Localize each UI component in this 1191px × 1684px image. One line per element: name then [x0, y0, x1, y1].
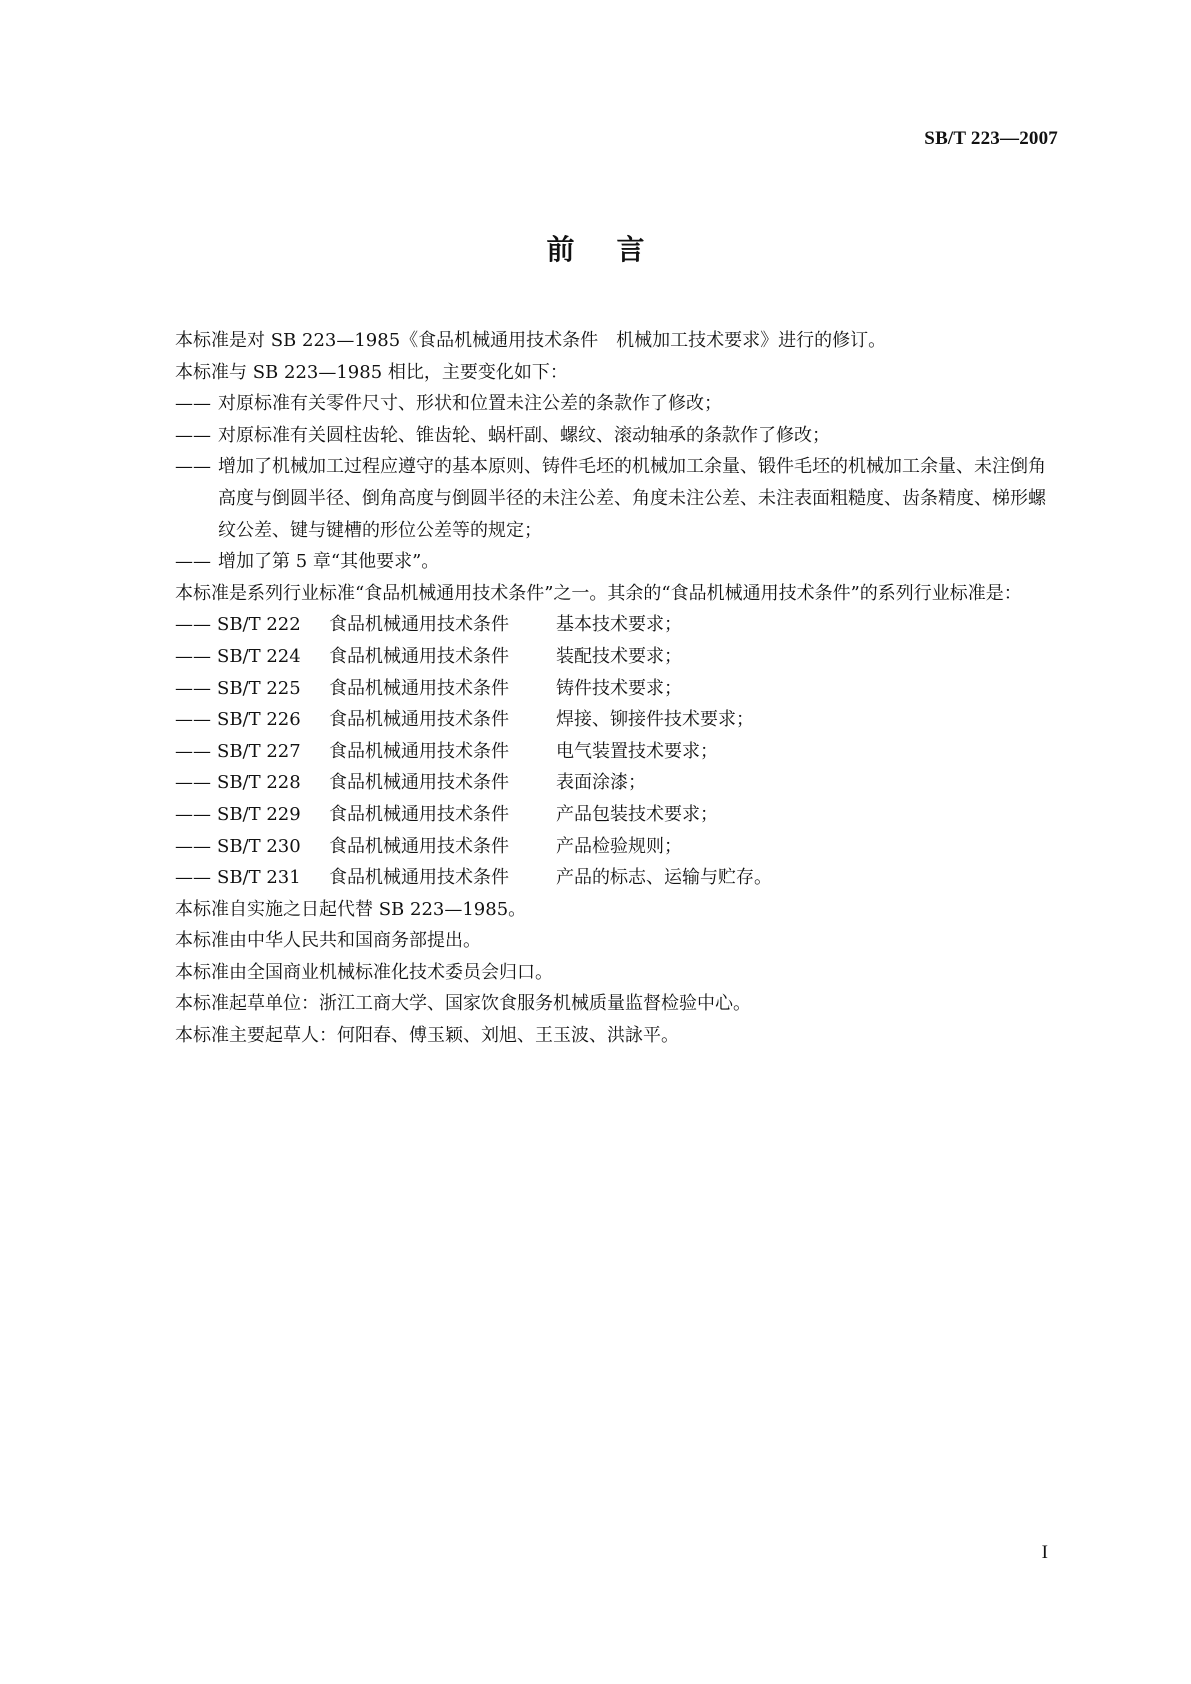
change-item	[133, 420, 1058, 452]
page-number: I	[1041, 1542, 1048, 1563]
related-standard-item	[133, 862, 1058, 894]
series-title: 食品机械通用技术条件	[329, 835, 509, 857]
series-title: 食品机械通用技术条件	[329, 803, 509, 825]
standard-code: SB/T 228	[217, 772, 301, 794]
paragraph-drafters: 本标准主要起草人：何阳春、傅玉颖、刘旭、王玉波、洪詠平。	[175, 1025, 679, 1047]
series-title: 食品机械通用技术条件	[329, 709, 509, 731]
related-standard-item	[133, 641, 1058, 673]
change-item	[133, 451, 1058, 546]
standard-topic: 装配技术要求；	[556, 645, 682, 667]
related-standards-list	[133, 609, 1058, 893]
standard-code: SB/T 230	[217, 835, 301, 857]
standard-code: SB/T 222	[217, 614, 301, 636]
dash-mark: ——	[175, 772, 211, 794]
series-title: 食品机械通用技术条件	[329, 614, 509, 636]
foreword-body	[133, 325, 1058, 1052]
related-standard-item	[133, 609, 1058, 641]
related-standard-item	[133, 704, 1058, 736]
change-text: 增加了机械加工过程应遵守的基本原则、铸件毛坯的机械加工余量、锻件毛坯的机械加工余量、未注倒角高度与倒圆半径、倒角高度与倒圆半径的未注公差、角度未注公差、未注表面粗糙度、齿条精度、梯形螺纹公差、键与键槽的形位公差等的规定；	[218, 456, 1046, 541]
dash-mark: ——	[175, 803, 211, 825]
paragraph-series-intro: 本标准是系列行业标准“食品机械通用技术条件”之一。其余的“食品机械通用技术条件”的系列行业标准是：	[175, 582, 1022, 604]
standard-topic: 焊接、铆接件技术要求；	[556, 709, 754, 731]
series-title: 食品机械通用技术条件	[329, 772, 509, 794]
related-standard-item	[133, 767, 1058, 799]
standard-topic: 基本技术要求；	[556, 614, 682, 636]
dash-mark: ——	[175, 551, 211, 573]
standard-code: SB/T 231	[217, 867, 301, 889]
dash-mark: ——	[175, 740, 211, 762]
related-standard-item	[133, 799, 1058, 831]
standard-topic: 产品检验规则；	[556, 835, 682, 857]
dash-mark: ——	[175, 393, 211, 415]
series-title: 食品机械通用技术条件	[329, 645, 509, 667]
standard-code: SB/T 229	[217, 803, 301, 825]
paragraph-proposed-by: 本标准由中华人民共和国商务部提出。	[175, 930, 481, 952]
dash-mark: ——	[175, 424, 211, 446]
change-item	[133, 388, 1058, 420]
change-text: 对原标准有关圆柱齿轮、锥齿轮、蜗杆副、螺纹、滚动轴承的条款作了修改；	[218, 424, 830, 446]
dash-mark: ——	[175, 709, 211, 731]
standard-code: SB/T 224	[217, 645, 301, 667]
series-title: 食品机械通用技术条件	[329, 740, 509, 762]
dash-mark: ——	[175, 867, 211, 889]
document-code: SB/T 223—2007	[924, 128, 1058, 149]
dash-mark: ——	[175, 645, 211, 667]
standard-topic: 产品包装技术要求；	[556, 803, 718, 825]
standard-topic: 电气装置技术要求；	[556, 740, 718, 762]
change-text: 增加了第 5 章“其他要求”。	[218, 551, 440, 573]
dash-mark: ——	[175, 835, 211, 857]
standard-topic: 铸件技术要求；	[556, 677, 682, 699]
paragraph-revision: 本标准是对 SB 223—1985《食品机械通用技术条件 机械加工技术要求》进行的修订。	[175, 330, 887, 351]
related-standard-item	[133, 673, 1058, 705]
page-title: 前言	[546, 233, 687, 266]
related-standard-item	[133, 831, 1058, 863]
change-item	[133, 546, 1058, 578]
paragraph-changes-intro: 本标准与 SB 223—1985 相比，主要变化如下：	[175, 361, 568, 383]
related-standard-item	[133, 736, 1058, 768]
standard-code: SB/T 227	[217, 740, 301, 762]
standard-code: SB/T 225	[217, 677, 301, 699]
standard-code: SB/T 226	[217, 709, 301, 731]
dash-mark: ——	[175, 456, 211, 478]
dash-mark: ——	[175, 614, 211, 636]
standard-topic: 表面涂漆；	[556, 772, 646, 794]
series-title: 食品机械通用技术条件	[329, 867, 509, 889]
standard-topic: 产品的标志、运输与贮存。	[556, 867, 772, 889]
change-text: 对原标准有关零件尺寸、形状和位置未注公差的条款作了修改；	[218, 393, 722, 415]
paragraph-replaces: 本标准自实施之日起代替 SB 223—1985。	[175, 898, 527, 920]
series-title: 食品机械通用技术条件	[329, 677, 509, 699]
paragraph-centralized-by: 本标准由全国商业机械标准化技术委员会归口。	[175, 961, 553, 983]
paragraph-drafting-units: 本标准起草单位：浙江工商大学、国家饮食服务机械质量监督检验中心。	[175, 993, 751, 1015]
dash-mark: ——	[175, 677, 211, 699]
